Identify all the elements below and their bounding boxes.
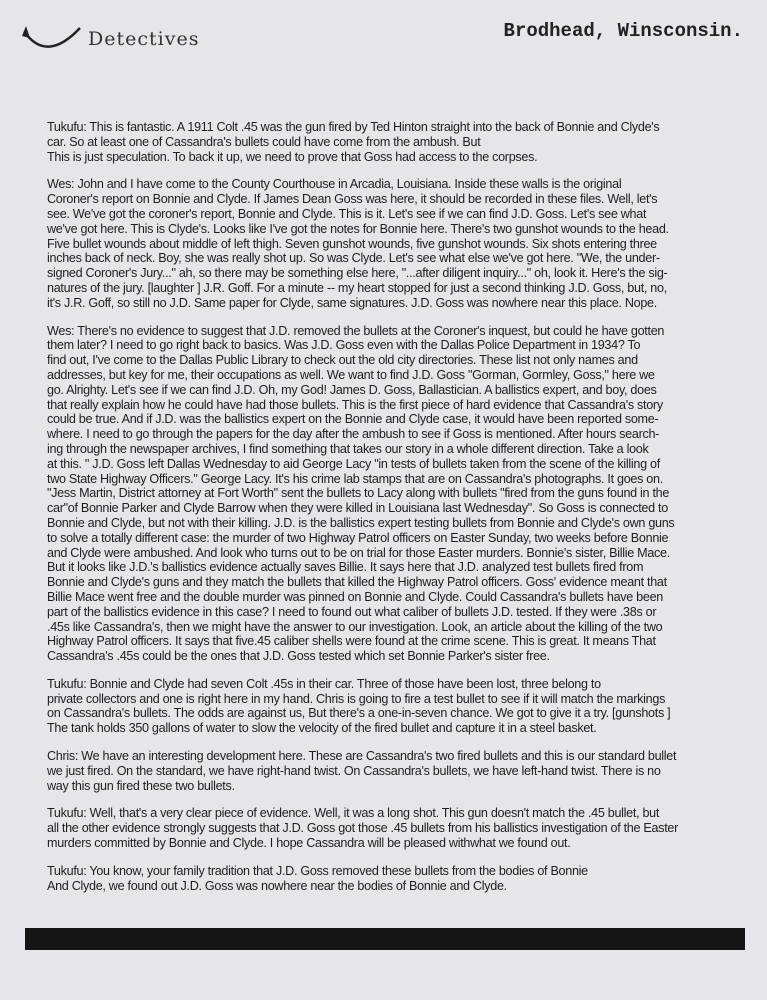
text-line: "Jess Martin, District attorney at Fort Worth" sent the bullets to Lacy along with bullets "fired from the guns found in the — [47, 486, 670, 501]
text-line: This is just speculation. To back it up, we need to prove that Goss had access to the corpses. — [47, 149, 538, 164]
text-line: car. So at least one of Cassandra's bullets could have come from the ambush. But — [47, 134, 481, 149]
transcript-paragraph — [47, 677, 747, 736]
text-line: that really explain how he could have had those bullets. This is the first piece of hard evidence that Cassandra's story — [47, 397, 663, 412]
text-line: Tukufu: Bonnie and Clyde had seven Colt .45s in their car. Three of those have been lost, three belong to — [47, 676, 601, 691]
text-line: And Clyde, we found out J.D. Goss was nowhere near the bodies of Bonnie and Clyde. — [47, 878, 507, 893]
transcript-paragraph — [47, 864, 747, 894]
text-line: part of the ballistics evidence in this case? I need to found out what caliber of bullets J.D. tested. If they were .38s or — [47, 604, 657, 619]
text-line: find out, I've come to the Dallas Public Library to check out the old city directories. These list not only names and — [47, 353, 638, 368]
text-line: Bonnie and Clyde's guns and they match the bullets that killed the Highway Patrol officers. Goss' evidence meant that — [47, 575, 667, 590]
text-line: natures of the jury. [laughter ] J.R. Goff. For a minute -- my heart stopped for just a second thinking J.D. Goss, but, no, — [47, 280, 667, 295]
text-line: Wes: John and I have come to the County Courthouse in Arcadia, Louisiana. Inside these walls is the original — [47, 177, 622, 192]
text-line: we've got here. This is Clyde's. Looks like I've got the notes for Bonnie here. There's two gunshot wounds to the head. — [47, 221, 669, 236]
text-line: we just fired. On the standard, we have right-hand twist. On Cassandra's bullets, we have left-hand twist. There is no — [47, 763, 661, 778]
text-line: inches back of neck. Boy, she was really shot up. So was Clyde. Let's see what else we've got here. "We, the under- — [47, 251, 660, 266]
text-line: car"of Bonnie Parker and Clyde Barrow when they were killed in Louisiana last Wednesday". So Goss is connected to — [47, 501, 668, 516]
footer-bar — [25, 928, 745, 950]
text-line: all the other evidence strongly suggests that J.D. Goss got those .45 bullets from his ballistics investigation of the Easter — [47, 821, 679, 836]
text-line: to solve a totally different case: the murder of two Highway Patrol officers on Easter Sunday, two weeks before Bonnie — [47, 530, 669, 545]
text-line: But it looks like J.D.'s ballistics evidence actually saves Billie. It says here that J.D. analyzed test bullets fired from — [47, 560, 644, 575]
text-line: it's J.R. Goff, so still no J.D. Same paper for Clyde, same signatures. J.D. Goss was nowhere near this place. Nope. — [47, 295, 657, 310]
text-line: Cassandra's .45s could be the ones that J.D. Goss tested which set Bonnie Parker's sister free. — [47, 649, 550, 664]
text-line: Bonnie and Clyde, but not with their killing. J.D. is the ballistics expert testing bullets from Bonnie and Clyde's own guns — [47, 515, 675, 530]
text-line: Tukufu: Well, that's a very clear piece of evidence. Well, it was a long shot. This gun doesn't match the .45 bullet, but — [47, 806, 660, 821]
text-line: where. I need to go through the papers for the day after the ambush to see if Goss is mentioned. After hours search- — [47, 427, 660, 442]
text-line: signed Coroner's Jury..." ah, so there may be something else here, "...after diligent inquiry..." oh, look it. Here's the sig- — [47, 266, 668, 281]
text-line: addresses, but key for me, their occupations as well. We want to find J.D. Goss "Gorman, Gormley, Goss," here we — [47, 367, 655, 382]
text-line: .45s like Cassandra's, then we might have the answer to our investigation. Look, an article about the killing of the two — [47, 619, 663, 634]
detectives-logo — [18, 22, 228, 56]
transcript-paragraph — [47, 120, 747, 164]
text-line: Coroner's report on Bonnie and Clyde. If James Dean Goss was here, it should be recorded in these files. Well, let's — [47, 192, 658, 207]
text-line: Five bullet wounds about middle of left thigh. Seven gunshot wounds, five gunshot wounds. Six shots entering three — [47, 236, 657, 251]
text-line: Tukufu: This is fantastic. A 1911 Colt .45 was the gun fired by Ted Hinton straight into the back of Bonnie and Clyde's — [47, 120, 660, 134]
text-line: private collectors and one is right here in my hand. Chris is going to fire a test bullet to see if it will match the markings — [47, 691, 666, 706]
text-line: Billie Mace went free and the double murder was pinned on Bonnie and Clyde. Could Cassandra's bullets have been — [47, 589, 663, 604]
text-line: ing through the newspaper archives, I find something that takes our story in a whole different direction. Take a look — [47, 441, 649, 456]
transcript-paragraph — [47, 177, 747, 310]
text-line: and Clyde were ambushed. And look who turns out to be on trial for those Easter murders. Bonnie's sister, Billie Mace. — [47, 545, 670, 560]
text-line: them later? I need to go right back to basics. Was J.D. Goss even with the Dallas Police Department in 1934? To — [47, 338, 641, 353]
text-line: Highway Patrol officers. It says that five.45 caliber shells were found at the crime scene. This is great. It means That — [47, 634, 656, 649]
text-line: see. We've got the coroner's report, Bonnie and Clyde. This is it. Let's see if we can find J.D. Goss. Let's see what — [47, 206, 647, 221]
text-line: on Cassandra's bullets. The odds are against us, But there's a one-in-seven chance. We got to give it a try. [gunshots ] — [47, 706, 671, 721]
text-line: way this gun fired these two bullets. — [47, 778, 235, 793]
text-line: go. Alrighty. Let's see if we can find J.D. Oh, my God! James D. Goss, Ballastician. A ballistics expert, and boy, does — [47, 382, 657, 397]
transcript-paragraph — [47, 324, 747, 664]
text-line: Tukufu: You know, your family tradition that J.D. Goss removed these bullets from the bodies of Bonnie — [47, 863, 588, 878]
text-line: Chris: We have an interesting development here. These are Cassandra's two fired bullets and this is our standard bullet — [47, 749, 677, 764]
location-heading: Brodhead, Winsconsin. — [503, 20, 743, 42]
transcript-paragraph — [47, 749, 747, 793]
transcript-body — [47, 120, 747, 906]
text-line: at this. " J.D. Goss left Dallas Wednesday to aid George Lacy "in tests of bullets taken from the scene of the killing of — [47, 456, 660, 471]
text-line: could be true. And if J.D. was the ballistics expert on the Bonnie and Clyde case, it would have been reported some- — [47, 412, 659, 427]
text-line: The tank holds 350 gallons of water to slow the velocity of the fired bullet and capture it in a steel basket. — [47, 721, 597, 736]
transcript-paragraph — [47, 806, 747, 850]
text-line: two State Highway Officers." George Lacy. It's his crime lab stamps that are on Cassandra's photographs. It goes on. — [47, 471, 663, 486]
text-line: Wes: There's no evidence to suggest that J.D. removed the bullets at the Coroner's inquest, but could he have gotten — [47, 323, 665, 338]
logo-text: Detectives — [88, 28, 200, 50]
magnifier-swoosh-icon — [18, 22, 88, 56]
text-line: murders committed by Bonnie and Clyde. I hope Cassandra will be pleased withwhat we found out. — [47, 836, 571, 851]
